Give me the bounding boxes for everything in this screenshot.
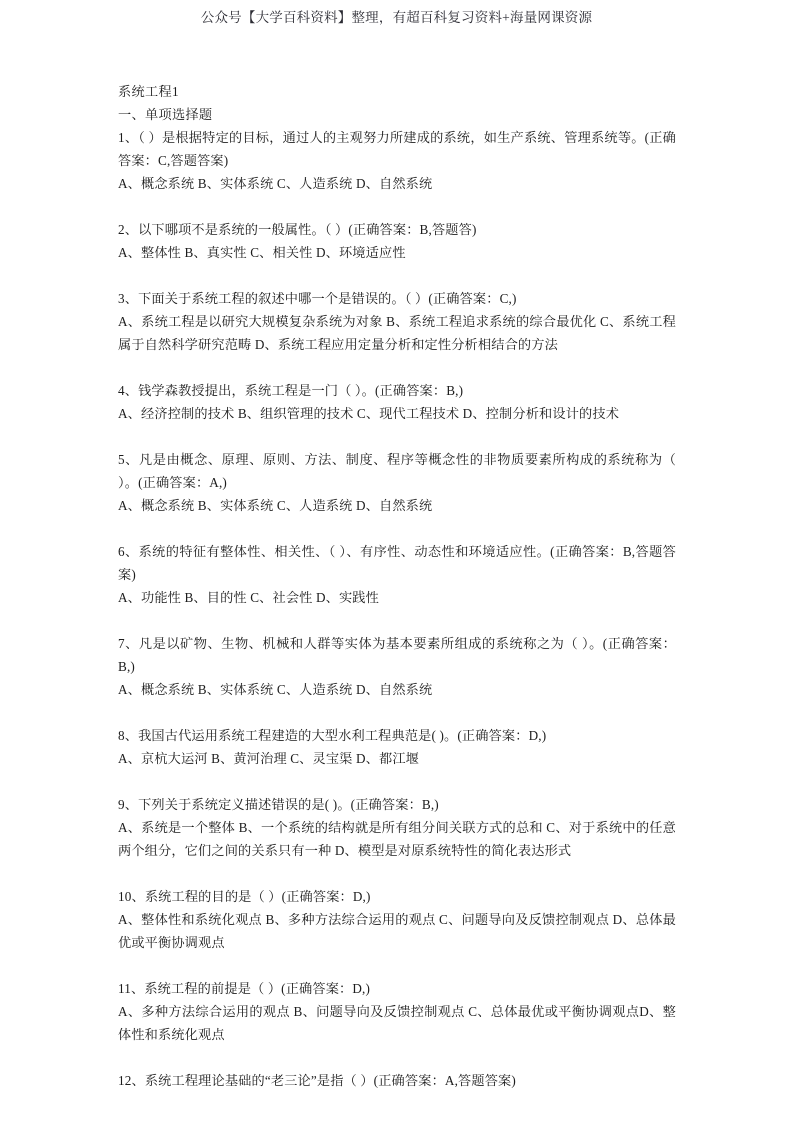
question-item [118,632,676,701]
question-stem: 10、系统工程的目的是（ ）(正确答案：D,) [118,889,371,904]
question-options: A、京杭大运河 B、黄河治理 C、灵宝渠 D、都江堰 [118,751,419,766]
question-list [118,126,676,1092]
section-heading-single-choice: 一、单项选择题 [118,107,213,122]
question-item [118,448,676,517]
question-options: A、概念系统 B、实体系统 C、人造系统 D、自然系统 [118,176,433,191]
question-options: A、整体性 B、真实性 C、相关性 D、环境适应性 [118,245,406,260]
question-item [118,379,676,425]
question-stem: 2、以下哪项不是系统的一般属性。（ ）(正确答案：B,答题答) [118,222,477,237]
question-stem: 5、凡是由概念、原理、原则、方法、制度、程序等概念性的非物质要素所构成的系统称为（ ）。(正确答案：A,) [118,452,676,490]
question-options: A、多种方法综合运用的观点 B、问题导向及反馈控制观点 C、总体最优或平衡协调观点D、整体性和系统化观点 [118,1004,676,1042]
question-options: A、整体性和系统化观点 B、多种方法综合运用的观点 C、问题导向及反馈控制观点 D、总体最优或平衡协调观点 [118,912,676,950]
question-options: A、概念系统 B、实体系统 C、人造系统 D、自然系统 [118,498,433,513]
question-item [118,724,676,770]
document-title: 系统工程1 [118,84,179,99]
question-options: A、概念系统 B、实体系统 C、人造系统 D、自然系统 [118,682,433,697]
question-options: A、系统工程是以研究大规模复杂系统为对象 B、系统工程追求系统的综合最优化 C、系统工程属于自然科学研究范畴 D、系统工程应用定量分析和定性分析相结合的方法 [118,314,676,352]
question-item [118,885,676,954]
question-item [118,540,676,609]
question-stem: 3、下面关于系统工程的叙述中哪一个是错误的。（ ）(正确答案：C,) [118,291,517,306]
question-item [118,977,676,1046]
question-options: A、经济控制的技术 B、组织管理的技术 C、现代工程技术 D、控制分析和设计的技术 [118,406,620,421]
question-item [118,218,676,264]
question-stem: 7、凡是以矿物、生物、机械和人群等实体为基本要素所组成的系统称之为（ ）。(正确答案：B,) [118,636,676,674]
question-options: A、功能性 B、目的性 C、社会性 D、实践性 [118,590,379,605]
question-item [118,1069,676,1092]
page-running-header: 公众号【大学百科资料】整理，有超百科复习资料+海量网课资源 [200,10,593,25]
question-stem: 6、系统的特征有整体性、相关性、（ ）、有序性、动态性和环境适应性。(正确答案：B,答题答案) [118,544,676,582]
question-stem: 11、系统工程的前提是（ ）(正确答案：D,) [118,981,371,996]
question-item [118,126,676,195]
question-stem: 12、系统工程理论基础的“老三论”是指（ ）(正确答案：A,答题答案) [118,1073,516,1088]
question-stem: 8、我国古代运用系统工程建造的大型水利工程典范是( )。(正确答案：D,) [118,728,547,743]
question-stem: 1、（ ）是根据特定的目标，通过人的主观努力所建成的系统，如生产系统、管理系统等。(正确答案：C,答题答案) [118,130,676,168]
question-stem: 9、下列关于系统定义描述错误的是( )。(正确答案：B,) [118,797,439,812]
question-item [118,793,676,862]
question-options: A、系统是一个整体 B、一个系统的结构就是所有组分间关联方式的总和 C、对于系统中的任意两个组分，它们之间的关系只有一种 D、模型是对原系统特性的简化表达形式 [118,820,676,858]
question-stem: 4、钱学森教授提出，系统工程是一门（ ）。(正确答案：B,) [118,383,464,398]
question-item [118,287,676,356]
document-body [118,80,676,1092]
